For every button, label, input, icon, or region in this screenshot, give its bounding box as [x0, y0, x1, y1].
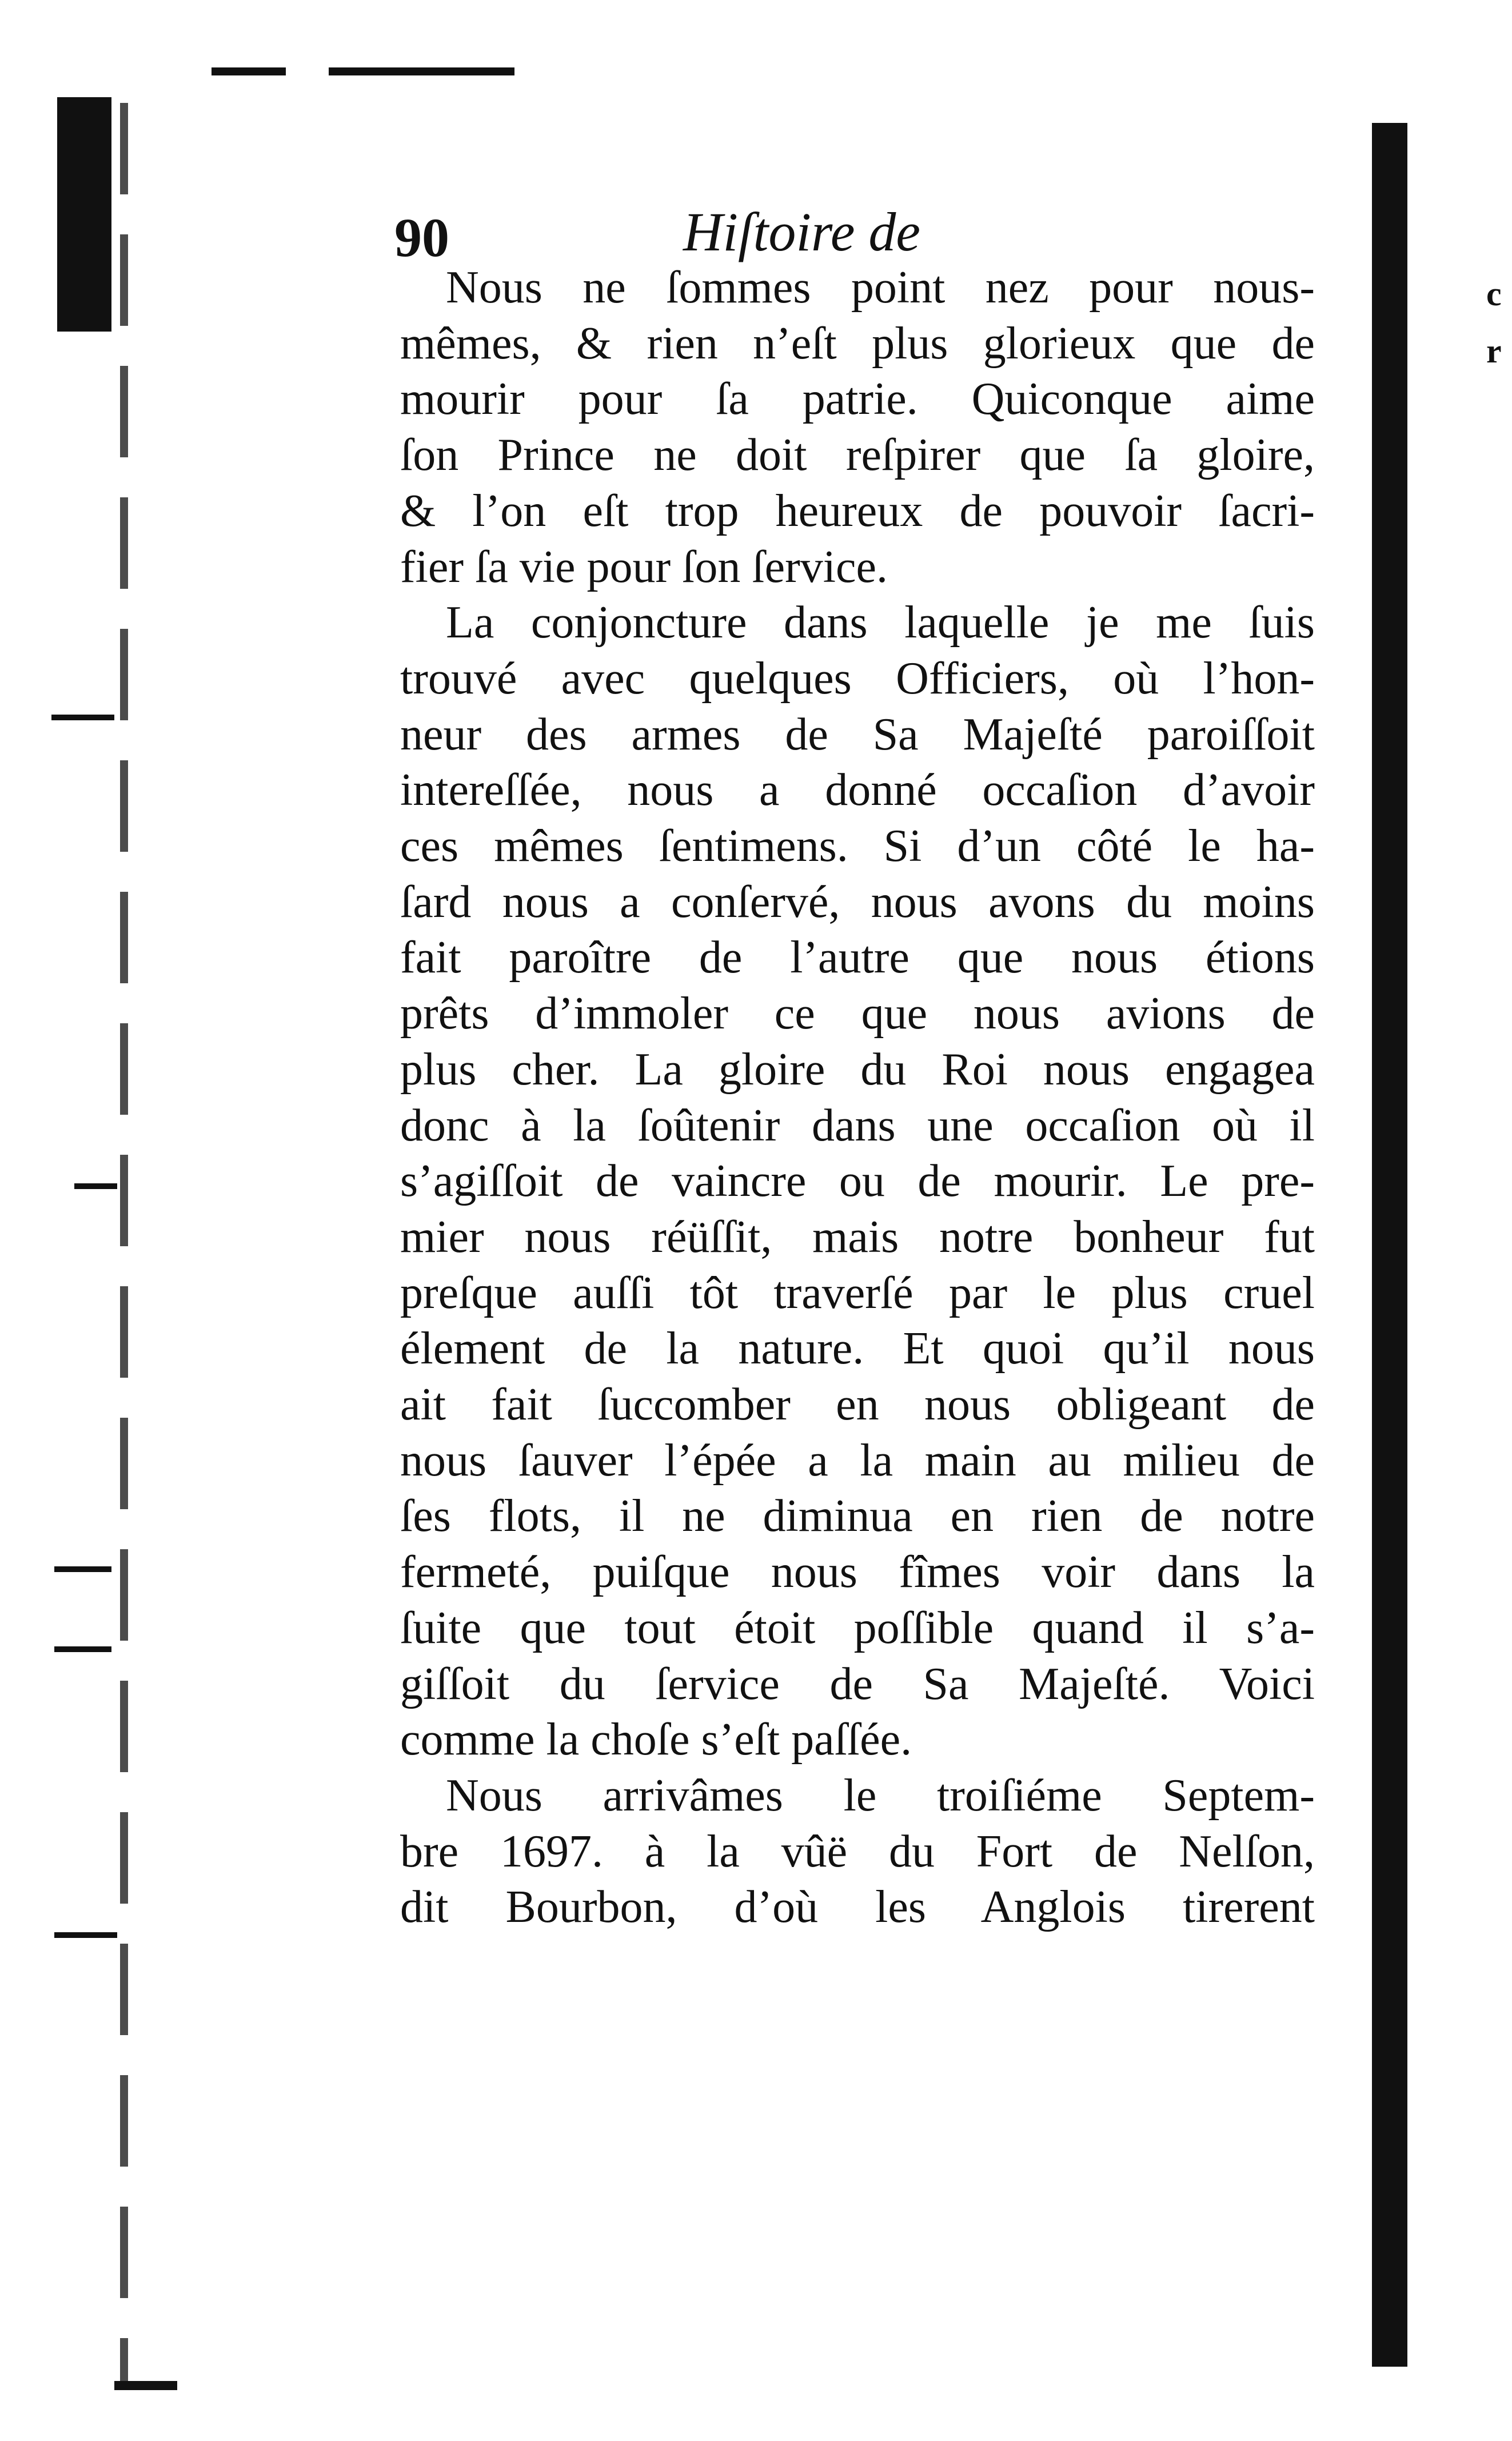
text-line: Nous arrivâmes le troiſiéme Septem- [446, 1770, 1315, 1821]
adjacent-page-fragment: r [1486, 332, 1502, 370]
text-line: intereſſée, nous a donné occaſion d’avoir [400, 765, 1315, 816]
text-line: neur des armes de Sa Majeſté paroiſſoit [400, 709, 1315, 760]
scan-artifact-right-edge [1372, 123, 1407, 2367]
text-line: & l’on eſt trop heureux de pouvoir ſacri- [400, 485, 1315, 536]
scan-artifact-tick [51, 715, 114, 720]
scan-artifact-tick [54, 1932, 117, 1938]
scan-artifact-tick [54, 1646, 111, 1652]
text-line: ſon Prince ne doit reſpirer que ſa gloire, [400, 430, 1315, 481]
text-line: plus cher. La gloire du Roi nous engagea [400, 1044, 1315, 1095]
text-line: mier nous réüſſit, mais notre bonheur fut [400, 1211, 1315, 1262]
text-line: ſard nous a conſervé, nous avons du moins [400, 876, 1315, 927]
scan-artifact-left-block [57, 97, 111, 332]
text-line: giſſoit du ſervice de Sa Majeſté. Voici [400, 1658, 1315, 1709]
text-line: ſuite que tout étoit poſſible quand il s’a- [400, 1602, 1315, 1653]
scan-artifact-tick [54, 1566, 111, 1572]
paragraph [400, 1768, 1315, 1936]
text-line: bre 1697. à la vûë du Fort de Nelſon, [400, 1826, 1315, 1877]
text-line: La conjoncture dans laquelle je me ſuis [446, 597, 1315, 648]
text-line: fait paroître de l’autre que nous étions [400, 932, 1315, 983]
text-line: mêmes, & rien n’eſt plus glorieux que de [400, 318, 1315, 369]
text-line: trouvé avec quelques Officiers, où l’hon- [400, 653, 1315, 704]
text-line: dit Bourbon, d’où les Anglois tirerent [400, 1882, 1315, 1933]
text-line: ait fait ſuccomber en nous obligeant de [400, 1379, 1315, 1430]
text-line: mourir pour ſa patrie. Quiconque aime [400, 374, 1315, 425]
text-line: s’agiſſoit de vaincre ou de mourir. Le pre- [400, 1156, 1315, 1207]
running-head: Hiſtoire de [683, 201, 921, 262]
text-line: ſes flots, il ne diminua en rien de notre [400, 1491, 1315, 1542]
body-text [400, 260, 1315, 1936]
scan-artifact-left-gutter [120, 103, 128, 2390]
text-line: comme la choſe s’eſt paſſée. [400, 1714, 912, 1765]
scan-artifact-top-left [212, 67, 286, 75]
text-line: nous ſauver l’épée a la main au milieu de [400, 1435, 1315, 1486]
adjacent-page-fragment: c [1486, 275, 1502, 313]
scan-artifact-top [329, 67, 514, 75]
scan-artifact-tick [74, 1183, 117, 1189]
text-line: fermeté, puiſque nous fîmes voir dans la [400, 1547, 1315, 1598]
paragraph [400, 595, 1315, 1768]
scan-artifact-tick [114, 2381, 177, 2390]
text-line: donc à la ſoûtenir dans une occaſion où il [400, 1100, 1315, 1151]
paragraph [400, 260, 1315, 595]
text-line: preſque auſſi tôt traverſé par le plus cruel [400, 1267, 1315, 1318]
text-line: fier ſa vie pour ſon ſervice. [400, 541, 888, 592]
text-line: ces mêmes ſentimens. Si d’un côté le ha- [400, 821, 1315, 872]
text-line: élement de la nature. Et quoi qu’il nous [400, 1323, 1315, 1374]
text-line: Nous ne ſommes point nez pour nous- [446, 262, 1315, 313]
page-number: 90 [394, 207, 449, 268]
text-line: prêts d’immoler ce que nous avions de [400, 988, 1315, 1039]
